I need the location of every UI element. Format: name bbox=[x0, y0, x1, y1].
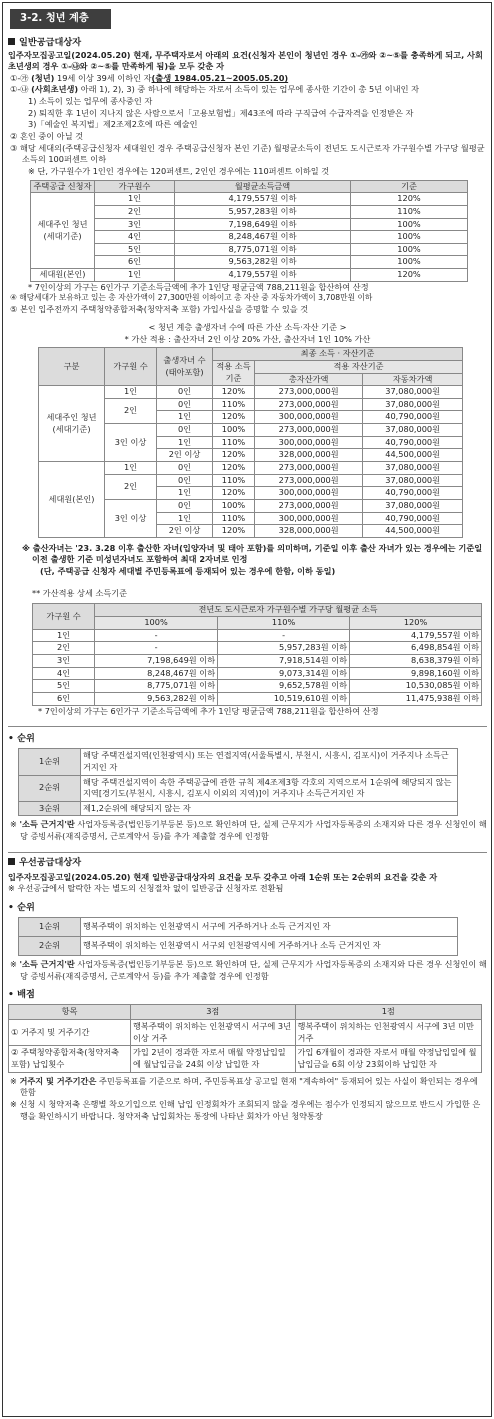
surcharge-cell: 2인 bbox=[33, 642, 95, 655]
square-bullet-icon bbox=[8, 858, 15, 865]
birth-cell: 1인 bbox=[157, 487, 213, 500]
score-title: • 배점 bbox=[8, 989, 35, 1001]
rank1-desc: 해당 주택건설지역이 속한 주택공급에 관한 규칙 제4조제3항 각호의 지역으로서 1순위에 해당되지 않는 지역[경기도(부천시, 시흥시, 김포시 이외의 지역)]이 거주지나 소득근거지인 자 bbox=[81, 775, 458, 801]
birth-cell: 37,080,000원 bbox=[363, 499, 463, 512]
birth-cell: 1인 bbox=[157, 512, 213, 525]
surcharge-cell: 6인 bbox=[33, 692, 95, 705]
income-cell: 6인 bbox=[95, 256, 175, 269]
income-cell: 3인 bbox=[95, 218, 175, 231]
score-th-3: 3점 bbox=[131, 1005, 296, 1020]
birth-cell: 2인 이상 bbox=[157, 525, 213, 538]
surcharge-cell: 5,957,283원 이하 bbox=[218, 642, 350, 655]
income-cell: 100% bbox=[351, 231, 468, 244]
birth-cell: 100% bbox=[213, 424, 255, 437]
surcharge-cell: 3인 bbox=[33, 654, 95, 667]
income-cell: 120% bbox=[351, 193, 468, 206]
birth-th-car: 자동차가액 bbox=[363, 373, 463, 386]
score-cell: 행복주택이 위치하는 인천광역시 서구에 3년 이상 거주 bbox=[131, 1020, 296, 1046]
birth-cell: 273,000,000원 bbox=[255, 499, 363, 512]
birth-cell: 300,000,000원 bbox=[255, 512, 363, 525]
surcharge-cell: 9,652,578원 이하 bbox=[218, 680, 350, 693]
rank2-note: ※ '소득 근거지'란 사업자등록증(법인등기부등본 등)으로 확인하며 단, 실제 근무지가 사업자등록증의 소재지와 다른 경우 신청인이 해당 증빙서류(재직증명서, 근로계약서 등)를 추가 제출할 경우에 인정함 bbox=[10, 959, 487, 981]
surcharge-cell: 8,248,467원 이하 bbox=[95, 667, 218, 680]
income-cell: 110% bbox=[351, 205, 468, 218]
birth-cell: 0인 bbox=[157, 461, 213, 474]
birth-members-cell: 3인 이상 bbox=[105, 424, 157, 462]
birth-cell: 273,000,000원 bbox=[255, 386, 363, 399]
surcharge-table bbox=[32, 603, 482, 705]
rank1-label: 1순위 bbox=[19, 749, 81, 775]
rank2-label: 2순위 bbox=[19, 937, 81, 956]
birth-cell: 300,000,000원 bbox=[255, 411, 363, 424]
surcharge-cell: 7,198,649원 이하 bbox=[95, 654, 218, 667]
surcharge-th-100: 100% bbox=[95, 617, 218, 630]
divider bbox=[8, 847, 487, 853]
birth-cell: 37,080,000원 bbox=[363, 461, 463, 474]
surcharge-cell: 9,073,314원 이하 bbox=[218, 667, 350, 680]
birth-members-cell: 3인 이상 bbox=[105, 499, 157, 537]
condition-1a: ①-㉮ (청년) 19세 이상 39세 이하인 자(출생 1984.05.21~2005.05.20) bbox=[10, 72, 289, 83]
birth-cell: 0인 bbox=[157, 424, 213, 437]
surcharge-cell: 11,475,938원 이하 bbox=[350, 692, 482, 705]
score-table bbox=[8, 1004, 482, 1072]
condition-5: ⑤ 본인 입주전까지 주택청약종합저축(청약저축 포함) 가입사실을 증명할 수 있을 것 bbox=[10, 304, 309, 315]
income-th-standard: 기준 bbox=[351, 180, 468, 193]
income-cell: 4,179,557원 이하 bbox=[175, 193, 351, 206]
birth-note-1: ※ 출산자녀는 '23. 3.28 이후 출산한 자녀(입양자녀 및 태아 포함)를 의미하며, 기준일 이후 출산 자녀가 있는 경우에는 기준일 이전 출생한 기준 미성년자녀도 포함하여 최대 2자녀로 인정 bbox=[22, 542, 483, 565]
birth-cell: 37,080,000원 bbox=[363, 474, 463, 487]
birth-cell: 40,790,000원 bbox=[363, 436, 463, 449]
surcharge-cell: 9,563,282원 이하 bbox=[95, 692, 218, 705]
surcharge-th-120: 120% bbox=[350, 617, 482, 630]
surcharge-cell: 7,918,514원 이하 bbox=[218, 654, 350, 667]
birth-cell: 1인 bbox=[157, 436, 213, 449]
income-th-members: 가구원수 bbox=[95, 180, 175, 193]
rank2-desc: 행복주택이 위치하는 인천광역시 서구에 거주하거나 소득 근거지인 자 bbox=[81, 918, 458, 937]
income-cell: 7,198,649원 이하 bbox=[175, 218, 351, 231]
surcharge-cell: 4,179,557원 이하 bbox=[350, 629, 482, 642]
condition-1b-sub-3: 3)「예술인 복지법」제2조제2호에 따른 예술인 bbox=[28, 119, 198, 130]
birth-cell: 110% bbox=[213, 474, 255, 487]
surcharge-cell: 5인 bbox=[33, 680, 95, 693]
birth-th-total: 총자산가액 bbox=[255, 373, 363, 386]
income-table bbox=[30, 180, 468, 282]
income-cell: 5인 bbox=[95, 243, 175, 256]
birth-cell: 328,000,000원 bbox=[255, 525, 363, 538]
general-intro: 입주자모집공고일(2024.05.20) 현재, 무주택자로서 아래의 요건(신청자 본인이 청년인 경우 ①-㉮와 ②~⑤를 충족하게 되고, 사회초년생의 경우 ①-㉯와 ②~⑤를 만족하게 됨)을 모두 갖춘 자 bbox=[8, 49, 483, 72]
birth-cell: 40,790,000원 bbox=[363, 411, 463, 424]
rank2-table bbox=[18, 917, 458, 956]
income-cell: 4인 bbox=[95, 231, 175, 244]
birth-cell: 110% bbox=[213, 398, 255, 411]
birth-cell: 1인 bbox=[157, 411, 213, 424]
birth-cell: 120% bbox=[213, 449, 255, 462]
income-cell: 100% bbox=[351, 218, 468, 231]
surcharge-cell: 8,638,379원 이하 bbox=[350, 654, 482, 667]
section-banner: 3-2. 청년 계층 bbox=[10, 9, 111, 29]
priority-heading: 우선공급대상자 bbox=[8, 856, 487, 869]
condition-1b-sub-1: 1) 소득이 있는 업무에 종사중인 자 bbox=[28, 96, 153, 107]
birth-cell: 110% bbox=[213, 512, 255, 525]
birth-th-income: 적용 소득기준 bbox=[213, 360, 255, 385]
birth-cell: 300,000,000원 bbox=[255, 487, 363, 500]
birth-members-cell: 2인 bbox=[105, 398, 157, 423]
birth-th-asset: 적용 자산기준 bbox=[255, 360, 463, 373]
birth-cell: 120% bbox=[213, 487, 255, 500]
surcharge-cell: 6,498,854원 이하 bbox=[350, 642, 482, 655]
birth-cell: 2인 이상 bbox=[157, 449, 213, 462]
square-bullet-icon bbox=[8, 38, 15, 45]
birth-cell: 37,080,000원 bbox=[363, 424, 463, 437]
income-cell: 100% bbox=[351, 243, 468, 256]
rank1-table bbox=[18, 748, 458, 816]
birth-members-cell: 2인 bbox=[105, 474, 157, 499]
birth-members-cell: 1인 bbox=[105, 461, 157, 474]
birth-cell: 37,080,000원 bbox=[363, 386, 463, 399]
birth-cell: 44,500,000원 bbox=[363, 525, 463, 538]
income-cell: 1인 bbox=[95, 269, 175, 282]
birth-cell: 120% bbox=[213, 461, 255, 474]
surcharge-note: * 7인이상의 가구는 6인가구 기준소득금액에 추가 1인당 평균금액 788,211원을 합산하여 산정 bbox=[38, 705, 379, 716]
income-cell: 120% bbox=[351, 269, 468, 282]
birth-cell: 300,000,000원 bbox=[255, 436, 363, 449]
birth-cell: 120% bbox=[213, 386, 255, 399]
income-group-head: 세대주인 청년 (세대기준) bbox=[31, 193, 95, 269]
income-cell: 9,563,282원 이하 bbox=[175, 256, 351, 269]
rank1-desc: 제1,2순위에 해당되지 않는 자 bbox=[81, 801, 458, 816]
surcharge-cell: - bbox=[218, 629, 350, 642]
birth-cell: 100% bbox=[213, 499, 255, 512]
birth-cell: 110% bbox=[213, 436, 255, 449]
surcharge-title: ** 가산적용 상세 소득기준 bbox=[32, 587, 128, 598]
rank1-desc: 해당 주택건설지역(인천광역시) 또는 연접지역(서울특별시, 부천시, 시흥시, 김포시)이 거주지나 소득근거지인 자 bbox=[81, 749, 458, 775]
birth-note-2: (단, 주택공급 신청자 세대별 주민등록표에 등재되어 있는 경우에 한함, 이하 동일) bbox=[40, 566, 336, 577]
condition-3-note: ※ 단, 가구원수가 1인인 경우에는 120퍼센트, 2인인 경우에는 110퍼센트 이하일 것 bbox=[28, 165, 330, 176]
rank1-note: ※ '소득 근거지'란 사업자등록증(법인등기부등본 등)으로 확인하며 단, 실제 근무지가 사업자등록증의 소재지와 다른 경우 신청인이 해당 증빙서류(재직증명서, 근로계약서 등)를 추가 제출할 경우에 인정함 bbox=[10, 819, 487, 842]
condition-3: ③ 해당 세대의(주택공급신청자 세대원인 경우 주택공급신청자 본인 기준) 월평균소득이 전년도 도시근로자 가구원수별 가구당 월평균소득의 100퍼센트 이하 bbox=[10, 142, 485, 165]
surcharge-cell: - bbox=[95, 642, 218, 655]
income-th-amount: 월평균소득금액 bbox=[175, 180, 351, 193]
birth-members-cell: 1인 bbox=[105, 386, 157, 399]
birth-cell: 37,080,000원 bbox=[363, 398, 463, 411]
surcharge-th-110: 110% bbox=[218, 617, 350, 630]
income-cell: 1인 bbox=[95, 193, 175, 206]
document-page bbox=[2, 2, 492, 1417]
birth-cell: 40,790,000원 bbox=[363, 512, 463, 525]
birth-cell: 44,500,000원 bbox=[363, 449, 463, 462]
score-item: ① 거주지 및 거주기간 bbox=[9, 1020, 131, 1046]
rank1-label: 2순위 bbox=[19, 775, 81, 801]
rank2-label: 1순위 bbox=[19, 918, 81, 937]
birth-th-births: 출생자녀 수 (태아포함) bbox=[157, 348, 213, 386]
surcharge-cell: 1인 bbox=[33, 629, 95, 642]
income-th-applicant: 주택공급 신청자 bbox=[31, 180, 95, 193]
birth-cell: 0인 bbox=[157, 499, 213, 512]
score-note-1: ※ 거주지 및 거주기간은 주민등록표를 기준으로 하며, 주민등록표상 공고일 현재 "계속하여" 등재되어 있는 사실이 확인되는 경우에 한함 bbox=[10, 1075, 478, 1098]
priority-note: ※ 우선공급에서 탈락한 자는 별도의 신청절차 없이 일반공급 신청자로 전환됨 bbox=[8, 883, 284, 894]
birth-cell: 120% bbox=[213, 411, 255, 424]
income-cell: 8,248,467원 이하 bbox=[175, 231, 351, 244]
priority-intro: 입주자모집공고일(2024.05.20) 현재 일반공급대상자의 요건을 모두 갖추고 아래 1순위 또는 2순위의 요건을 갖춘 자 bbox=[8, 871, 438, 882]
score-cell: 가입 2년이 경과한 자로서 매월 약정납입일에 월납입금을 24회 이상 납입한 자 bbox=[131, 1046, 296, 1072]
birth-th-div: 구분 bbox=[39, 348, 105, 386]
birth-group-member: 세대원(본인) bbox=[39, 461, 105, 537]
birth-cell: 273,000,000원 bbox=[255, 398, 363, 411]
divider bbox=[8, 721, 487, 727]
condition-2: ② 혼인 중이 아닐 것 bbox=[10, 131, 84, 142]
birth-cell: 0인 bbox=[157, 398, 213, 411]
birth-cell: 328,000,000원 bbox=[255, 449, 363, 462]
score-th-1: 1점 bbox=[295, 1005, 481, 1020]
score-th-item: 항목 bbox=[9, 1005, 131, 1020]
birth-cell: 273,000,000원 bbox=[255, 461, 363, 474]
income-cell: 100% bbox=[351, 256, 468, 269]
birth-cell: 273,000,000원 bbox=[255, 474, 363, 487]
condition-1b-sub-2: 2) 퇴직한 후 1년이 지나지 않은 사람으로서「고용보험법」제43조에 따라 구직급여 수급자격을 인정받은 자 bbox=[28, 107, 414, 118]
rank2-desc: 행복주택이 위치하는 인천광역시 서구외 인천광역시에 거주하거나 소득 근거지인 자 bbox=[81, 937, 458, 956]
surcharge-cell: 4인 bbox=[33, 667, 95, 680]
score-item: ② 주택청약종합저축(청약저축 포함) 납입횟수 bbox=[9, 1046, 131, 1072]
income-cell: 5,957,283원 이하 bbox=[175, 205, 351, 218]
birth-table bbox=[38, 347, 463, 538]
surcharge-cell: 10,530,085원 이하 bbox=[350, 680, 482, 693]
rank1-label: 3순위 bbox=[19, 801, 81, 816]
surcharge-cell: 9,898,160원 이하 bbox=[350, 667, 482, 680]
birth-cell: 120% bbox=[213, 525, 255, 538]
rank1-title: • 순위 bbox=[8, 733, 35, 745]
score-cell: 행복주택이 위치하는 인천광역시 서구에 3년 미만 거주 bbox=[295, 1020, 481, 1046]
birth-th-final: 최종 소득 · 자산기준 bbox=[213, 348, 463, 361]
income-table-note: * 7인이상의 가구는 6인가구 기준소득금액에 추가 1인당 평균금액 788,211원을 합산하여 산정 bbox=[28, 281, 369, 292]
birth-title: < 청년 계층 출생자녀 수에 따른 가산 소득·자산 기준 > bbox=[148, 321, 347, 332]
general-heading: 일반공급대상자 bbox=[8, 36, 487, 49]
surcharge-cell: - bbox=[95, 629, 218, 642]
income-cell: 8,775,071원 이하 bbox=[175, 243, 351, 256]
score-note-2: ※ 신청 시 청약저축 은행별 착오기입으로 인해 납입 인정회차가 조회되지 않을 경우에는 점수가 인정되지 않으므로 반드시 가입한 은행을 확인하시기 바랍니다. 청약저축 납입회차는 통장에 나타난 회차가 아닌 청약통장 bbox=[10, 1098, 481, 1121]
surcharge-th-main: 전년도 도시근로자 가구원수별 가구당 월평균 소득 bbox=[95, 604, 482, 617]
surcharge-th-members: 가구원 수 bbox=[33, 604, 95, 629]
birth-th-members: 가구원 수 bbox=[105, 348, 157, 386]
income-group-member: 세대원(본인) bbox=[31, 269, 95, 282]
score-cell: 가입 6개월이 경과한 자로서 매월 약정납입일에 월납입금을 6회 이상 23회이하 납입한 자 bbox=[295, 1046, 481, 1072]
surcharge-cell: 10,519,610원 이하 bbox=[218, 692, 350, 705]
birth-cell: 40,790,000원 bbox=[363, 487, 463, 500]
rank2-title: • 순위 bbox=[8, 902, 35, 914]
income-cell: 2인 bbox=[95, 205, 175, 218]
birth-cell: 0인 bbox=[157, 386, 213, 399]
income-cell: 4,179,557원 이하 bbox=[175, 269, 351, 282]
surcharge-cell: 8,775,071원 이하 bbox=[95, 680, 218, 693]
birth-subtitle: * 가산 적용 : 출산자녀 2인 이상 20% 가산, 출산자녀 1인 10% 가산 bbox=[124, 333, 371, 344]
birth-cell: 273,000,000원 bbox=[255, 424, 363, 437]
birth-group-head: 세대주인 청년 (세대기준) bbox=[39, 386, 105, 462]
condition-4: ④ 해당세대가 보유하고 있는 총 자산가액이 27,300만원 이하이고 총 자산 중 자동차가액이 3,708만원 이하 bbox=[10, 293, 373, 303]
birth-cell: 0인 bbox=[157, 474, 213, 487]
condition-1b: ①-㉯ (사회초년생) 아래 1), 2), 3) 중 하나에 해당하는 자로서 소득이 있는 업무에 종사한 기간이 총 5년 이내인 자 bbox=[10, 84, 420, 95]
